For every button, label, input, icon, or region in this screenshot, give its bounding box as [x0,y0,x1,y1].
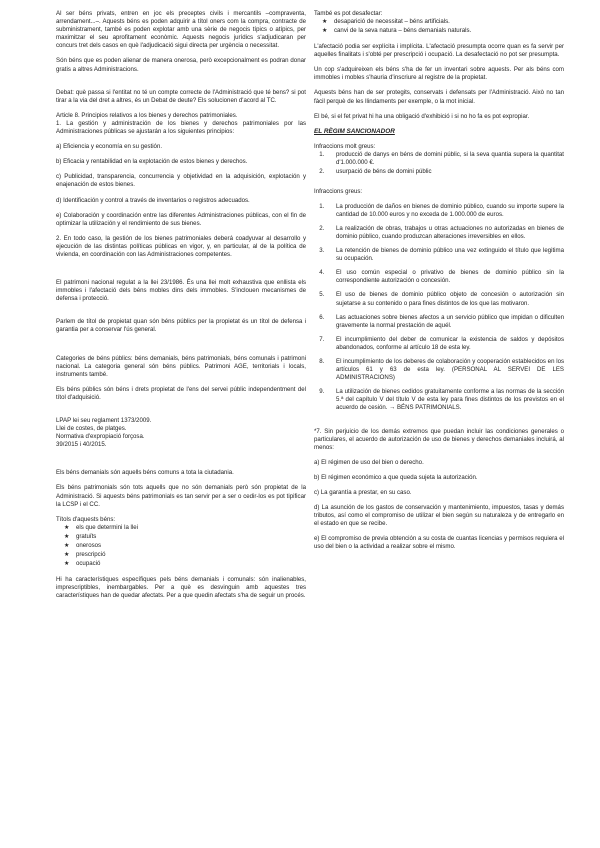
paragraph-title-property: Parlem de títol de propietat quan són béns públics per la propietat és un títol de defensa i garantia per a conservar l'ús general. [56,318,306,334]
paragraph-national-heritage: El patrimoni nacional regulat a la llei 23/1986. És una llei molt exhaustiva que enllista els immobles i l'afectació dels béns mobles dins dels immobles. S'inclouen mecanismes de defensa i protecció. [56,279,306,303]
paragraph-demanial: Els béns demanials són aquells béns comuns a tota la ciutadania. [56,469,234,477]
reference-line: 39/2015 i 40/2015. [56,441,107,449]
list-item: ★ desaparició de necessitat – béns artificials. [334,18,564,27]
principle-b: b) Eficacia y rentabilidad en la explotación de estos bienes y derechos. [56,158,248,166]
list-item: 7. El incumplimiento del deber de comunicar la existencia de saldos y depósitos abandonados, conforme al artículo 18 de esta ley. [326,336,564,352]
list-item: ★ prescripció [76,551,306,560]
condition-a: a) El régimen de uso del bien o derecho. [314,458,424,466]
condition-e: e) El compromiso de previa obtención a su costa de cuantas licencias y permisos requiera el uso del bien o la actividad a realizar sobre el mismo. [314,535,564,551]
list-item: 5. El uso de bienes de dominio público objeto de concesión o autorización sin sujetarse a su contenido o para fines distintos de los que las motivaron. [326,291,564,307]
article-paragraph-2: 2. En todo caso, la gestión de los bienes patrimoniales deberá coadyuvar al desarrollo y ejecución de las distintas políticas públicas en vigor, y, en particular, al de la política de vivienda, en coordinación con las Administraciones competentes. [56,234,306,258]
titles-list [56,524,306,569]
principle-e: e) Colaboración y coordinación entre las diferentes Administraciones públicas, con el fin de optimizar la utilización y el rendimiento de sus bienes. [56,211,306,227]
condition-c: c) La garantía a prestar, en su caso. [314,489,412,497]
paragraph-affectation: L'afectació podia ser explícita i implícita. L'afectació presumpta ocorre quan es fa servir per aquelles finalitats i s'obté per prescripció i ocupació. La desafectació no pot ser presumpta. [314,43,564,59]
titles-intro: Títols d'aquests béns: [56,515,116,523]
paragraph-categories: Categories de béns públics: béns demanials, béns patrimonials, béns comunals i patrimoni nacional. La categoria general són béns públics. Patrimoni AGE, territorials i locals, instruments també. [56,354,306,378]
very-serious-list [314,151,564,176]
list-item: 1. La producción de daños en bienes de dominio público, cuando su importe supere la cantidad de 10.000 euros y no exceda de 1.000.000 de euros. [326,203,564,219]
list-item: 1. producció de danys en béns de domini públic, si la seva quantia supera la quantitat d'1.000.000 €. [326,151,564,167]
paragraph-public-goods: Els béns públics són béns i drets propietat de l'ens del servei públic independentment del títol d'adquisició. [56,385,306,401]
principle-d: d) Identificación y control a través de inventarios o registros adecuados. [56,196,250,204]
section-heading: EL RÈGIM SANCIONADOR [314,127,395,135]
paragraph-expropriation: El bé, si el fet privat hi ha una obligació d'exhibició i si no ho fa es pot expropiar. [314,112,530,120]
reference-line: Llei de costes, de platges. [56,425,127,433]
list-item: 2. usurpació de béns de domini públic [326,168,564,176]
very-serious-intro: Infraccions molt greus: [314,143,376,151]
paragraph-alienation: Són béns que es poden alienar de manera onerosa, però excepcionalment es podran donar gratis a altres Administracions. [56,57,306,73]
list-item: 6. Las actuaciones sobre bienes afectos a un servicio público que impidan o dificulten gravemente la normal prestación de aquél. [326,314,564,330]
principle-a: a) Eficiencia y economía en su gestión. [56,143,163,151]
list-item: 8. El incumplimiento de los deberes de colaboración y cooperación establecidos en los artículos 61 y 63 de esta ley. (PERSONAL AL SERVEI DE LES ADMINISTRACIONS) [326,358,564,382]
desaffect-list [314,18,564,36]
list-item: ★ ocupació [76,560,306,569]
desaffect-intro: També es pot desafectar: [314,10,383,17]
serious-intro: Infraccions greus: [314,187,363,195]
paragraph-private-goods: Al ser béns privats, entren en joc els preceptes civils i mercantils –compraventa, arrendament...–. Aquests béns es poden adquirir a títol oners com la compra, contracte de subministrament, també es poden explotar amb una sèrie de negocis típics o atípics, per maximitzar el seu aprofitament econòmic. Aquests negocis jurídics s'adjudicaran per concurs tret dels casos en què l'adjudicació sigui directa per urgència o necessitat. [56,10,306,50]
reference-line: LPAP lei seu reglament 1373/2009. [56,417,152,424]
article-intro: 1. La gestión y administración de los bienes y derechos patrimoniales por las Administraciones públicas se ajustarán a los siguientes principios: [56,119,306,136]
references-block [56,417,306,449]
paragraph-patrimonial: Els béns patrimonials són tots aquells que no són demanials però són propietat de la Administració. Si aquests béns patrimonials es tan servir per a ser o cedir-los es pot tipificar la LCSP i el CC. [56,484,306,508]
paragraph-characteristics: Hi ha característiques específiques pels béns demanials i comunals: són inalienables, imprescriptibles, inembargables. Per a què es desvinguin amb aquestes tres característiques han de quedar afectats. Per a que quedin afectats s'ha de seguir un procés. [56,575,306,599]
reference-line: Normativa d'expropiació forçosa. [56,433,145,441]
right-column [314,10,564,559]
serious-list [314,203,564,413]
condition-d: d) La asunción de los gastos de conservación y mantenimiento, impuestos, tasas y demás tributos, así como el compromiso de utilizar el bien según su naturaleza y de entregarlo en el estado en que se recibe. [314,504,564,528]
list-item: 4. El uso común especial o privativo de bienes de dominio público sin la correspondiente autorización o concesión. [326,269,564,285]
paragraph-authorization: *7. Sin perjuicio de los demás extremos que puedan incluir las condiciones generales o particulares, el acuerdo de autorización de uso de bienes y derechos demaniales incluirá, al menos: [314,427,564,451]
left-column [56,10,306,607]
list-item: 9. La utilización de bienes cedidos gratuitamente conforme a las normas de la sección 5.ª del capítulo V del título V de esta ley para fines distintos de los previstos en el acuerdo de cesión. → BÉNS PATRIMONIALS. [326,388,564,412]
list-item: ★ canvi de la seva natura – béns demanials naturals. [334,27,564,36]
paragraph-protection: Aquests béns han de ser protegits, conservats i defensats per l'Administració. Això no tan fàcil perquè de les llindaments per exemple, o la mot inicial. [314,89,564,105]
list-item: ★ onerosos [76,542,306,551]
list-item: 3. La retención de bienes de dominio público una vez extinguido el título que legitima su ocupación. [326,247,564,263]
condition-b: b) El régimen económico a que queda sujeta la autorización. [314,473,478,481]
paragraph-inventory: Un cop s'adquireixen els béns s'ha de fer un inventari sobre aquests. Per als béns com immobles i mobles s'hauria d'inscriure al registre de la propietat. [314,66,564,82]
principle-c: c) Publicidad, transparencia, concurrencia y objetividad en la adquisición, explotación y enajenación de estos bienes. [56,173,306,189]
list-item: ★ els que determini la llei [76,524,306,533]
list-item: 2. La realización de obras, trabajos u otras actuaciones no autorizadas en bienes de dominio público, cuando produzcan alteraciones irreversibles en ellos. [326,225,564,241]
article-title: Article 8. Principios relativos a los bienes y derechos patrimoniales. [56,111,238,119]
list-item: ★ gratuïts [76,533,306,542]
paragraph-debate: Debat: què passa si l'entitat no té un compte correcte de l'Administració que té bens? si pot tirar a la via del dret a altres, és un Debat de deute? Els solucionen d'acord al TC. [56,88,306,104]
